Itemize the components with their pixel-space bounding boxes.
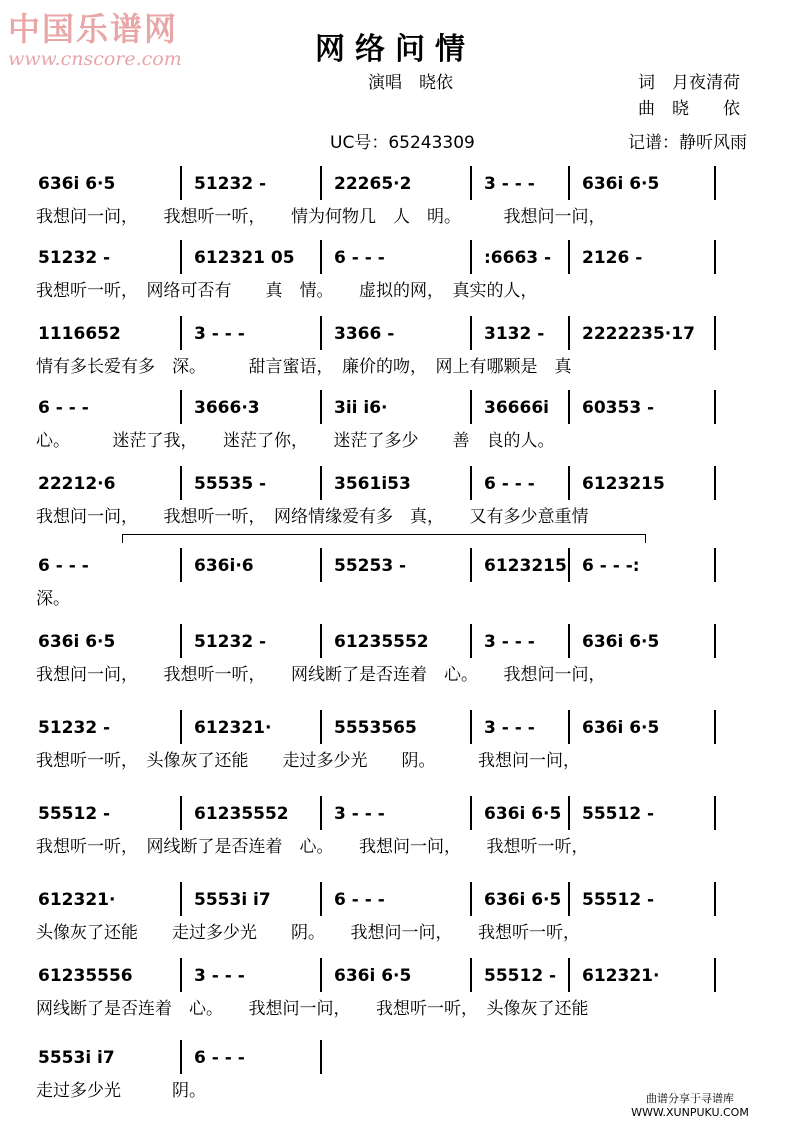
barline xyxy=(568,624,570,658)
barline xyxy=(320,1040,322,1074)
measure-notes: 55512 - xyxy=(582,804,655,824)
notation-row xyxy=(0,548,790,582)
barline xyxy=(470,466,472,500)
barline xyxy=(470,316,472,350)
barline xyxy=(714,548,716,582)
composer-credit: 曲 晓 依 xyxy=(638,99,740,119)
barline xyxy=(180,710,182,744)
measure-notes: 51232 - xyxy=(194,174,267,194)
measure-notes: 6 - - - xyxy=(38,398,89,418)
measure-notes: 3 - - - xyxy=(194,966,245,986)
measure-notes: 636i 6·5 xyxy=(484,804,562,824)
measure-notes: 3 - - - xyxy=(334,804,385,824)
barline xyxy=(568,710,570,744)
barline xyxy=(470,958,472,992)
barline xyxy=(714,796,716,830)
notation-row xyxy=(0,882,790,916)
measure-notes: 636i 6·5 xyxy=(484,890,562,910)
barline xyxy=(320,548,322,582)
barline xyxy=(180,166,182,200)
footer-line2: WWW.XUNPUKU.COM xyxy=(631,1106,749,1119)
barline xyxy=(714,958,716,992)
barline xyxy=(568,958,570,992)
notation-row xyxy=(0,958,790,992)
measure-notes: 6 - - -: xyxy=(582,556,640,576)
uc-number: UC号：65243309 xyxy=(330,133,475,153)
measure-notes: 636i 6·5 xyxy=(38,174,116,194)
barline xyxy=(714,710,716,744)
barline xyxy=(180,316,182,350)
lyric-line: 我想问一问， 我想听一听， 情为何物几 人 明。 我想问一问， xyxy=(36,207,606,227)
lyric-line: 我想问一问， 我想听一听， 网线断了是否连着 心。 我想问一问， xyxy=(36,665,606,685)
lyric-line: 头像灰了还能 走过多少光 阴。 我想问一问， 我想听一听， xyxy=(36,923,580,943)
barline xyxy=(470,166,472,200)
notation-row xyxy=(0,316,790,350)
lyricist-credit: 词 月夜清荷 xyxy=(638,73,740,93)
barline xyxy=(568,548,570,582)
measure-notes: 612321· xyxy=(194,718,272,738)
measure-notes: 3366 - xyxy=(334,324,395,344)
measure-notes: 1116652 xyxy=(38,324,121,344)
notation-row xyxy=(0,796,790,830)
measure-notes: 636i 6·5 xyxy=(582,718,660,738)
measure-notes: 60353 - xyxy=(582,398,655,418)
lyric-line: 我想听一听， 头像灰了还能 走过多少光 阴。 我想问一问， xyxy=(36,751,580,771)
measure-notes: 6123215 xyxy=(582,474,665,494)
measure-notes: 5553i i7 xyxy=(194,890,271,910)
measure-notes: 55512 - xyxy=(484,966,557,986)
measure-notes: :6663 - xyxy=(484,248,552,268)
barline xyxy=(320,796,322,830)
barline xyxy=(320,710,322,744)
barline xyxy=(180,240,182,274)
measure-notes: 22212·6 xyxy=(38,474,116,494)
barline xyxy=(714,624,716,658)
measure-notes: 51232 - xyxy=(194,632,267,652)
measure-notes: 612321· xyxy=(38,890,116,910)
barline xyxy=(470,624,472,658)
barline xyxy=(470,390,472,424)
measure-notes: 2222235·17 xyxy=(582,324,695,344)
measure-notes: 22265·2 xyxy=(334,174,412,194)
measure-notes: 2126 - xyxy=(582,248,643,268)
measure-notes: 3561i53 xyxy=(334,474,411,494)
measure-notes: 55253 - xyxy=(334,556,407,576)
notation-row xyxy=(0,710,790,744)
barline xyxy=(470,240,472,274)
measure-notes: 6 - - - xyxy=(38,556,89,576)
barline xyxy=(568,390,570,424)
barline xyxy=(470,796,472,830)
measure-notes: 55512 - xyxy=(38,804,111,824)
measure-notes: 3 - - - xyxy=(194,324,245,344)
watermark-site-name: 中国乐谱网 xyxy=(8,10,179,48)
barline xyxy=(320,882,322,916)
notation-row xyxy=(0,1040,790,1074)
barline xyxy=(470,710,472,744)
barline xyxy=(714,166,716,200)
repeat-ending-bracket xyxy=(122,534,646,543)
measure-notes: 3 - - - xyxy=(484,718,535,738)
measure-notes: 636i 6·5 xyxy=(582,632,660,652)
measure-notes: 3 - - - xyxy=(484,632,535,652)
barline xyxy=(180,796,182,830)
barline xyxy=(320,390,322,424)
lyric-line: 我想问一问， 我想听一听， 网络情缘爱有多 真， 又有多少意重情 xyxy=(36,507,589,527)
lyric-line: 网线断了是否连着 心。 我想问一问， 我想听一听， 头像灰了还能 xyxy=(36,999,589,1019)
lyric-line: 我想听一听， 网络可否有 真 情。 虚拟的网， 真实的人， xyxy=(36,281,538,301)
measure-notes: 3666·3 xyxy=(194,398,260,418)
lyric-line: 走过多少光 阴。 xyxy=(36,1081,206,1101)
transcriber-credit: 记谱：静听风雨 xyxy=(628,133,747,153)
barline xyxy=(714,316,716,350)
measure-notes: 6 - - - xyxy=(334,890,385,910)
notation-row xyxy=(0,466,790,500)
measure-notes: 6 - - - xyxy=(194,1048,245,1068)
measure-notes: 636i·6 xyxy=(194,556,254,576)
measure-notes: 51232 - xyxy=(38,248,111,268)
measure-notes: 51232 - xyxy=(38,718,111,738)
measure-notes: 55512 - xyxy=(582,890,655,910)
barline xyxy=(714,882,716,916)
barline xyxy=(180,390,182,424)
barline xyxy=(320,624,322,658)
barline xyxy=(568,316,570,350)
measure-notes: 61235552 xyxy=(334,632,429,652)
barline xyxy=(320,466,322,500)
measure-notes: 55535 - xyxy=(194,474,267,494)
barline xyxy=(320,316,322,350)
singer-credit: 演唱 晓依 xyxy=(368,73,453,93)
barline xyxy=(470,548,472,582)
barline xyxy=(568,796,570,830)
measure-notes: 61235552 xyxy=(194,804,289,824)
barline xyxy=(714,466,716,500)
measure-notes: 612321· xyxy=(582,966,660,986)
barline xyxy=(180,958,182,992)
measure-notes: 6 - - - xyxy=(334,248,385,268)
footer-credit xyxy=(610,1090,770,1119)
measure-notes: 3132 - xyxy=(484,324,545,344)
lyric-line: 心。 迷茫了我， 迷茫了你， 迷茫了多少 善 良的人。 xyxy=(36,431,555,451)
barline xyxy=(714,390,716,424)
barline xyxy=(568,882,570,916)
barline xyxy=(568,466,570,500)
song-title: 网络问情 xyxy=(315,32,475,67)
notation-row xyxy=(0,240,790,274)
barline xyxy=(180,548,182,582)
measure-notes: 3ii i6· xyxy=(334,398,388,418)
measure-notes: 5553565 xyxy=(334,718,417,738)
measure-notes: 5553i i7 xyxy=(38,1048,115,1068)
barline xyxy=(180,882,182,916)
lyric-line: 情有多长爱有多 深。 甜言蜜语， 廉价的吻， 网上有哪颗是 真 xyxy=(36,357,572,377)
barline xyxy=(568,240,570,274)
measure-notes: 636i 6·5 xyxy=(334,966,412,986)
barline xyxy=(320,240,322,274)
barline xyxy=(714,240,716,274)
barline xyxy=(470,882,472,916)
footer-line1: 曲谱分享于寻谱库 xyxy=(646,1092,734,1105)
barline xyxy=(180,1040,182,1074)
barline xyxy=(180,624,182,658)
measure-notes: 612321 05 xyxy=(194,248,295,268)
barline xyxy=(568,166,570,200)
measure-notes: 636i 6·5 xyxy=(38,632,116,652)
measure-notes: 36666i xyxy=(484,398,549,418)
watermark-url: www.cnscore.com xyxy=(8,48,182,70)
measure-notes: 6123215 xyxy=(484,556,567,576)
lyric-line: 我想听一听， 网线断了是否连着 心。 我想问一问， 我想听一听， xyxy=(36,837,589,857)
measure-notes: 636i 6·5 xyxy=(582,174,660,194)
measure-notes: 61235556 xyxy=(38,966,133,986)
notation-row xyxy=(0,624,790,658)
measure-notes: 6 - - - xyxy=(484,474,535,494)
barline xyxy=(320,166,322,200)
measure-notes: 3 - - - xyxy=(484,174,535,194)
barline xyxy=(180,466,182,500)
barline xyxy=(320,958,322,992)
notation-row xyxy=(0,166,790,200)
lyric-line: 深。 xyxy=(36,589,70,609)
notation-row xyxy=(0,390,790,424)
